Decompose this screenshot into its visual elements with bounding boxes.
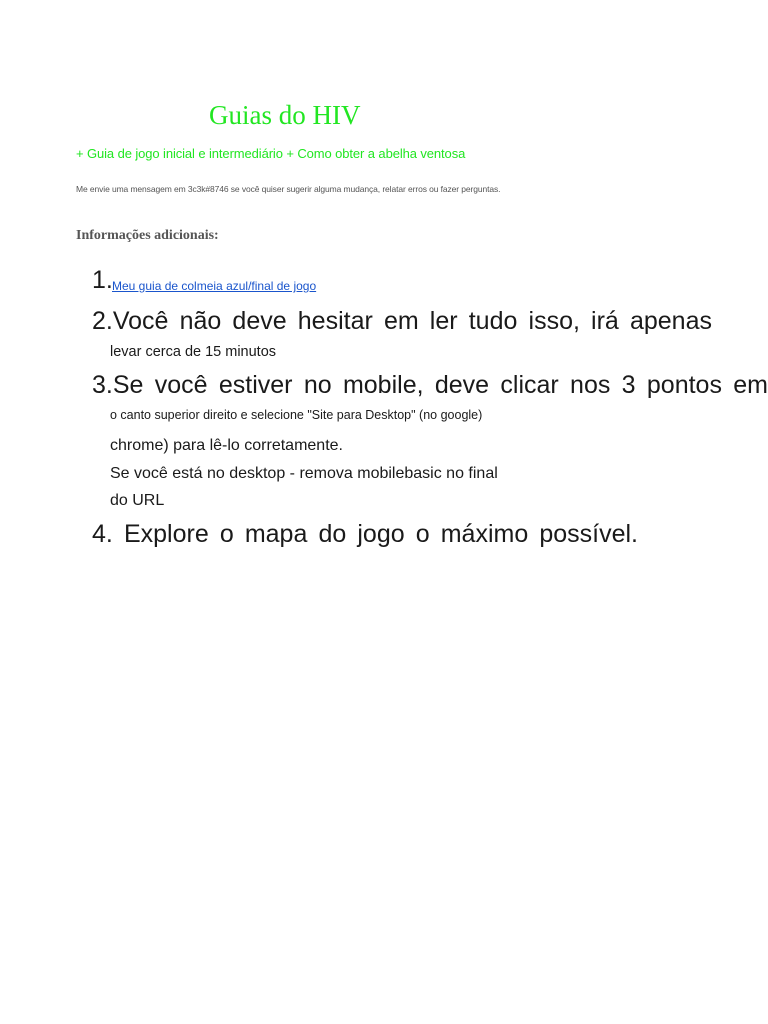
list-item-3-word: em xyxy=(733,371,768,399)
list-item-4-word: mapa xyxy=(244,520,308,548)
list-item-3-word: nos xyxy=(570,371,611,399)
list-item-3-word: pontos xyxy=(646,371,722,399)
list-item-2-word: deve xyxy=(232,307,287,335)
list-item-2-word: hesitar xyxy=(297,307,373,335)
list-item-3-word: clicar xyxy=(500,371,559,399)
list-item-number-1: 1. xyxy=(92,266,113,294)
list-item-3-continuation-1: o canto superior direito e selecione "Site para Desktop" (no google) xyxy=(110,408,483,422)
guide-link[interactable] xyxy=(112,279,326,293)
list-item-2-word: 2.Você xyxy=(92,307,169,335)
list-item-3-word: mobile, xyxy=(342,371,424,399)
list-item-4 xyxy=(92,522,638,547)
list-item-3-word: 3.Se xyxy=(92,371,144,399)
list-item-4-word: 4. xyxy=(92,520,113,548)
list-item-2 xyxy=(92,309,712,334)
list-item-4-word: o xyxy=(415,520,430,548)
list-item-4-word: Explore xyxy=(123,520,209,548)
list-item-3-word: 3 xyxy=(621,371,636,399)
list-item-3-word: estiver xyxy=(218,371,293,399)
list-item-2-word: tudo xyxy=(468,307,518,335)
list-item-3-continuation-4: do URL xyxy=(110,492,165,509)
list-item-4-word: máximo xyxy=(440,520,529,548)
list-item-2-word: isso, xyxy=(528,307,580,335)
page-subtitle: + Guia de jogo inicial e intermediário + Como obter a abelha ventosa xyxy=(76,146,466,161)
list-item-4-word: jogo xyxy=(357,520,405,548)
list-item-3-continuation-3: Se você está no desktop - remova mobilebasic no final xyxy=(110,465,498,482)
list-item-2-continuation: levar cerca de 15 minutos xyxy=(110,344,277,360)
section-heading: Informações adicionais: xyxy=(76,228,219,243)
contact-note: Me envie uma mensagem em 3c3k#8746 se você quiser sugerir alguma mudança, relatar erros ou fazer perguntas. xyxy=(76,184,501,194)
list-item-4-word: o xyxy=(219,520,234,548)
list-item-2-word: apenas xyxy=(629,307,712,335)
page-title: Guias do HIV xyxy=(209,100,361,130)
list-item-3-word: você xyxy=(154,371,208,399)
list-item-2-word: não xyxy=(179,307,222,335)
list-item-3-word: deve xyxy=(434,371,490,399)
list-item-3-continuation-2: chrome) para lê-lo corretamente. xyxy=(110,437,343,454)
list-item-2-word: em xyxy=(383,307,419,335)
list-item-4-word: do xyxy=(318,520,347,548)
guide-link-text[interactable]: Meu guia de colmeia azul/final de jogo xyxy=(112,279,317,293)
list-item-3 xyxy=(92,373,768,398)
list-item-3-word: no xyxy=(303,371,332,399)
list-item-2-word: irá xyxy=(591,307,619,335)
list-item-2-word: ler xyxy=(429,307,458,335)
list-item-4-word: possível. xyxy=(539,520,638,548)
